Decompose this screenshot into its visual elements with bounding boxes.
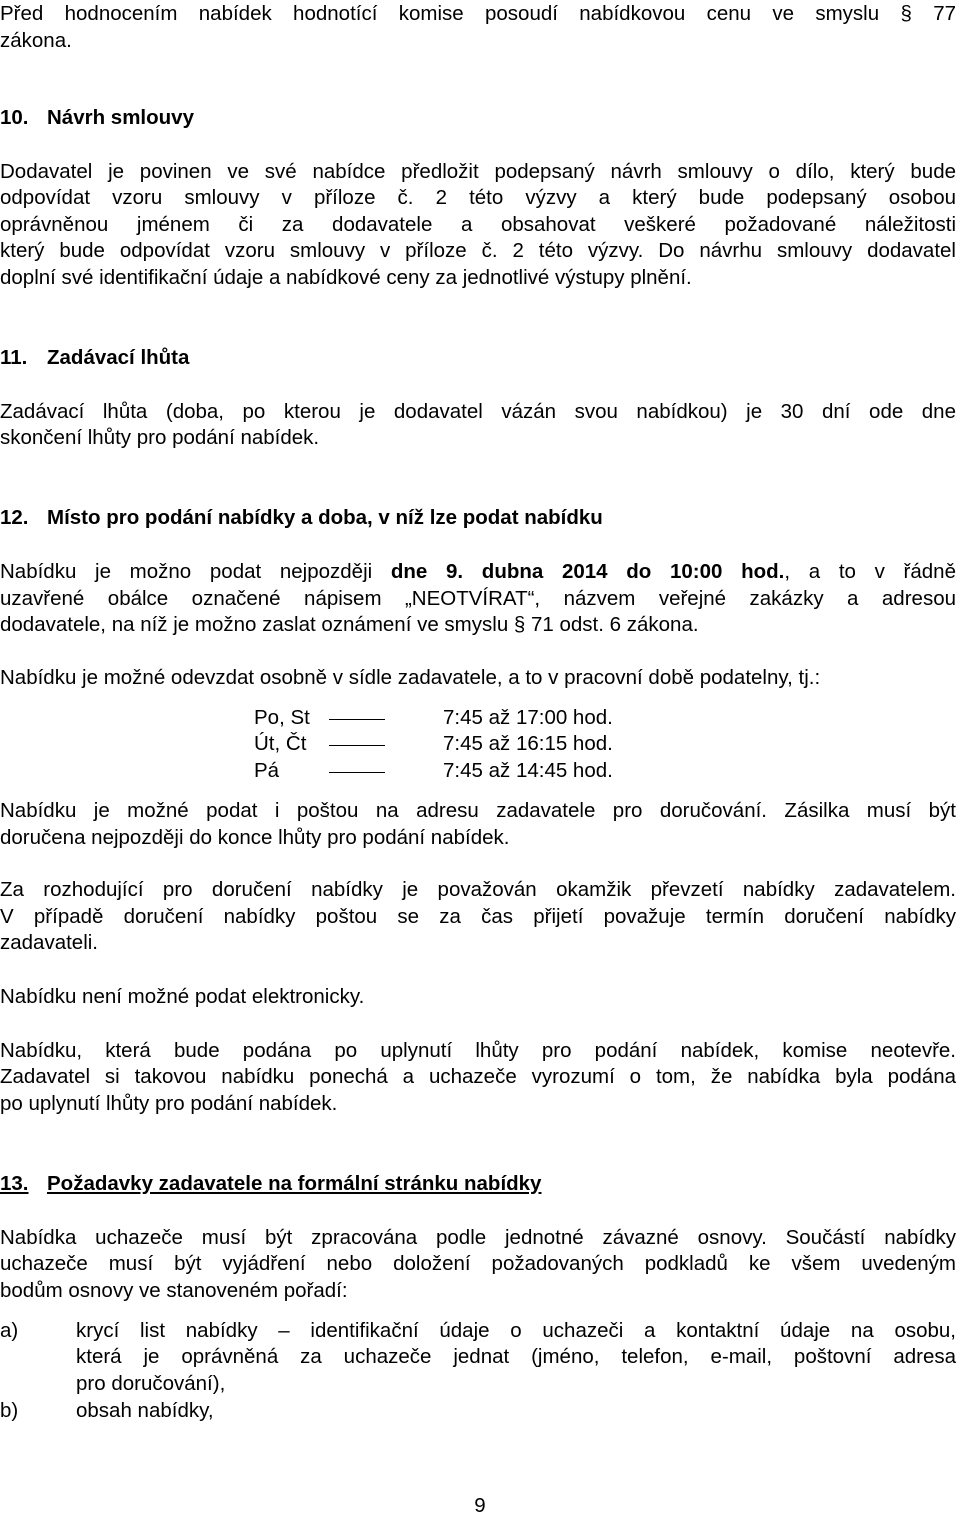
paragraph-line: Nabídku, která bude podána po uplynutí lhůty pro podání nabídek, komise neotevře. [0,1039,956,1062]
no-electronic-paragraph: Nabídku není možné podat elektronicky. [0,985,365,1008]
intro-line-1: Před hodnocením nabídek hodnotící komise posoudí nabídkovou cenu ve smyslu § 77 [0,2,956,25]
paragraph-line: Nabídku je možné podat i poštou na adresu zadavatele pro doručování. Zásilka musí být [0,799,956,822]
paragraph-line: dodavatele, na níž je možno zaslat oznámení ve smyslu § 71 odst. 6 zákona. [0,613,699,636]
paragraph-line: Zadávací lhůta (doba, po kterou je dodavatel vázán svou nabídkou) je 30 dní ode dne [0,400,956,423]
section-title: Požadavky zadavatele na formální stránku nabídky [47,1172,542,1195]
paragraph-line: uzavřené obálce označené nápisem „NEOTVÍRAT“, názvem veřejné zakázky a adresou [0,587,956,610]
deadline-tail: , a to v řádně [784,560,956,583]
office-hours-days: Po, St [254,706,310,729]
paragraph-line: doručena nejpozději do konce lhůty pro podání nabídek. [0,826,510,849]
paragraph-line: Za rozhodující pro doručení nabídky je považován okamžik převzetí nabídky zadavatelem. [0,878,956,901]
office-hours-days: Út, Čt [254,732,307,755]
section-title: Návrh smlouvy [47,106,194,129]
paragraph-line: bodům osnovy ve stanoveném pořadí: [0,1279,348,1302]
section-number: 13. [0,1172,29,1195]
deadline-lead: Nabídku je možno podat nejpozději [0,560,373,583]
office-hours-time: 7:45 až 17:00 hod. [443,706,613,729]
list-item-line: pro doručování), [76,1372,226,1395]
page-number: 9 [474,1494,486,1517]
list-item-label: b) [0,1399,19,1422]
paragraph-line: uchazeče musí být vyjádření nebo doložení požadovaných podkladů ke všem uvedeným [0,1252,956,1275]
list-item-line: která je oprávněná za uchazeče jednat (jméno, telefon, e-mail, poštovní adresa [76,1345,956,1368]
deadline-date: dne 9. dubna 2014 do 10:00 hod. [390,560,785,583]
section-number: 11. [0,346,28,369]
list-item-line: krycí list nabídky – identifikační údaje o uchazeči a kontaktní údaje na osobu, [76,1319,956,1342]
dash-separator [329,772,385,773]
intro-line-2: zákona. [0,29,72,52]
paragraph-line: zadavateli. [0,931,99,954]
office-hours-time: 7:45 až 16:15 hod. [443,732,613,755]
paragraph-line: V případě doručení nabídky poštou se za čas přijetí považuje termín doručení nabídky [0,905,956,928]
paragraph-line: doplní své identifikační údaje a nabídkové ceny za jednotlivé výstupy plnění. [0,266,692,289]
paragraph-line: odpovídat vzoru smlouvy v příloze č. 2 této výzvy a který bude podepsaný osobou [0,186,956,209]
section-number: 12. [0,506,29,529]
office-hours-days: Pá [254,759,280,782]
section-number: 10. [0,106,29,129]
paragraph-line: po uplynutí lhůty pro podání nabídek. [0,1092,338,1115]
dash-separator [329,745,385,746]
paragraph-line [0,559,956,585]
paragraph-line: který bude odpovídat vzoru smlouvy v příloze č. 2 této výzvy. Do návrhu smlouvy dodavatel [0,239,956,262]
section-title: Zadávací lhůta [47,346,190,369]
paragraph-line: Dodavatel je povinen ve své nabídce předložit podepsaný návrh smlouvy o dílo, který bude [0,160,956,183]
office-hours-intro: Nabídku je možné odevzdat osobně v sídle zadavatele, a to v pracovní době podatelny, tj.: [0,666,821,689]
paragraph-line: Nabídka uchazeče musí být zpracována podle jednotné závazné osnovy. Součástí nabídky [0,1226,956,1249]
paragraph-line: Zadavatel si takovou nabídku ponechá a uchazeče vyrozumí o tom, že nabídka byla podána [0,1065,956,1088]
dash-separator [329,719,385,720]
office-hours-time: 7:45 až 14:45 hod. [443,759,613,782]
paragraph-line: skončení lhůty pro podání nabídek. [0,426,320,449]
section-title: Místo pro podání nabídky a doba, v níž lze podat nabídku [47,506,603,529]
paragraph-line: oprávněnou jménem či za dodavatele a obsahovat veškeré požadované náležitosti [0,213,956,236]
list-item-label: a) [0,1319,19,1342]
list-item-line: obsah nabídky, [76,1399,214,1422]
